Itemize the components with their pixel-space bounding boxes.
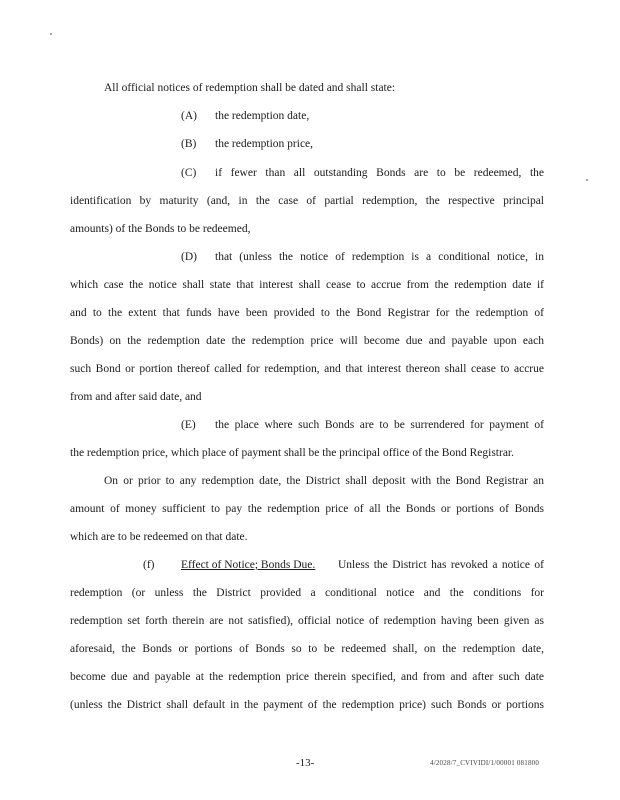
deposit-line: amount of money sufficient to pay the redemption price of all the Bonds or portions of Bonds <box>70 503 544 515</box>
effect-line: redemption (or unless the District provided a conditional notice and the conditions for <box>70 587 544 599</box>
item-c-line: identification by maturity (and, in the case of partial redemption, the respective principal <box>70 195 544 207</box>
item-e-label: (E) <box>181 419 196 431</box>
item-e-first-line: the place where such Bonds are to be surrendered for payment of <box>215 419 544 431</box>
page-number: -13- <box>296 757 315 769</box>
deposit-line: which are to be redeemed on that date. <box>70 531 248 543</box>
deposit-first-line: On or prior to any redemption date, the District shall deposit with the Bond Registrar an <box>104 475 544 487</box>
item-d-line: from and after said date, and <box>70 391 202 403</box>
scan-speck <box>50 33 52 35</box>
item-e-line: the redemption price, which place of payment shall be the principal office of the Bond Registrar. <box>70 447 514 459</box>
item-d-line: which case the notice shall state that interest shall cease to accrue from the redemption date if <box>70 279 544 291</box>
item-d-line: Bonds) on the redemption date the redemption price will become due and payable upon each <box>70 335 544 347</box>
intro-line: All official notices of redemption shall be dated and shall state: <box>104 82 396 94</box>
effect-first-line: Unless the District has revoked a notice of <box>338 559 544 571</box>
item-a-text: the redemption date, <box>215 110 310 122</box>
document-id: 4/2028/7_CVIVIDI/1/00001 081800 <box>430 759 540 767</box>
effect-heading: Effect of Notice; Bonds Due. <box>181 559 316 571</box>
item-d-line: such Bond or portion thereof called for redemption, and that interest thereon shall cease to accrue <box>70 363 544 375</box>
item-d-line: and to the extent that funds have been provided to the Bond Registrar for the redemption of <box>70 307 544 319</box>
effect-line: (unless the District shall default in the payment of the redemption price) such Bonds or portions <box>70 699 544 711</box>
effect-line: become due and payable at the redemption price therein specified, and from and after such date <box>70 671 544 683</box>
item-c-first-line: if fewer than all outstanding Bonds are to be redeemed, the <box>215 167 544 179</box>
item-d-first-line: that (unless the notice of redemption is a conditional notice, in <box>215 251 544 263</box>
item-a-label: (A) <box>181 110 197 122</box>
item-b-text: the redemption price, <box>215 138 314 150</box>
item-c-line: amounts) of the Bonds to be redeemed, <box>70 223 251 235</box>
item-c-label: (C) <box>181 167 197 179</box>
scan-speck <box>586 179 588 181</box>
effect-label: (f) <box>143 559 155 571</box>
effect-line: redemption set forth therein are not satisfied), official notice of redemption having been given as <box>70 615 544 627</box>
effect-line: aforesaid, the Bonds or portions of Bonds so to be redeemed shall, on the redemption date, <box>70 643 544 655</box>
item-b-label: (B) <box>181 138 197 150</box>
item-d-label: (D) <box>181 251 197 263</box>
